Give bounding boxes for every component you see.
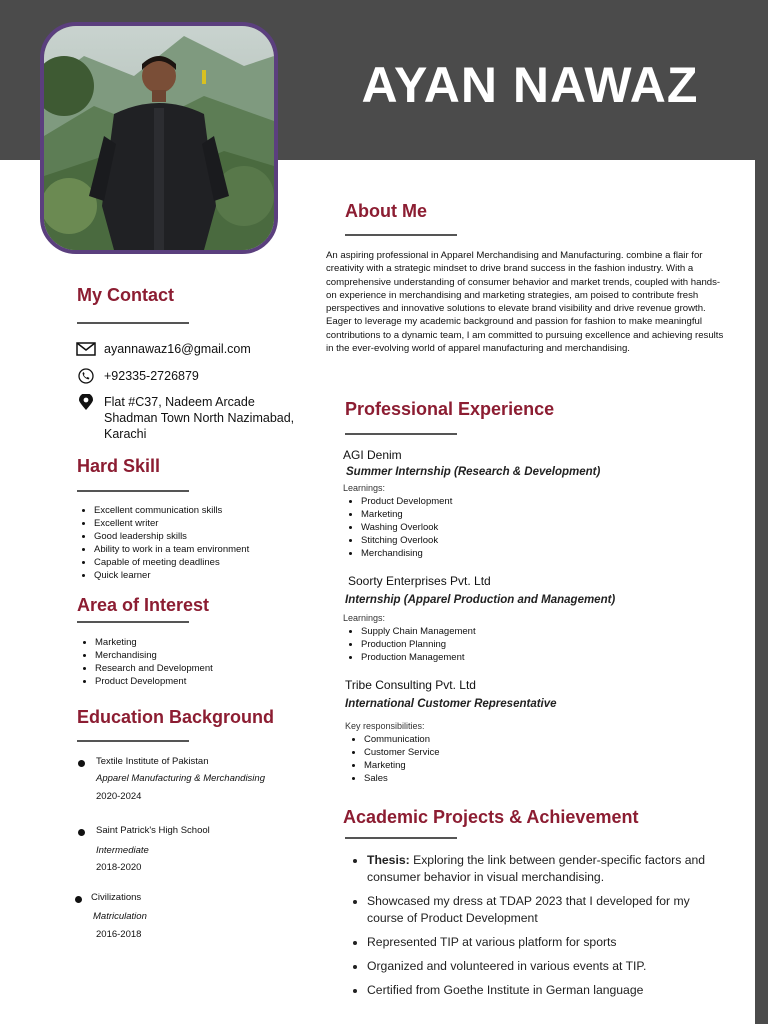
school-name: Civilizations	[91, 892, 142, 903]
address-line-3: Karachi	[104, 427, 147, 441]
mail-icon	[76, 341, 96, 357]
school-name: Textile Institute of Pakistan	[96, 756, 209, 767]
phone-text: +92335-2726879	[104, 369, 199, 383]
job-item-list	[346, 733, 440, 785]
degree-name: Apparel Manufacturing & Merchandising	[96, 773, 265, 784]
interest-divider	[77, 621, 189, 623]
right-accent-strip	[755, 160, 768, 1024]
list-item: • Sales	[364, 772, 440, 785]
bullet-dot	[78, 829, 85, 836]
list-item: • Merchandising	[361, 547, 452, 560]
person-name: AYAN NAWAZ	[361, 57, 699, 113]
education-entry	[78, 825, 298, 875]
education-years: 2016-2018	[96, 929, 142, 940]
list-item: • Excellent writer	[94, 517, 249, 530]
thesis-label: Thesis:	[367, 853, 410, 867]
experience-section-title: Professional Experience	[345, 399, 555, 419]
address-line-2: Shadman Town North Nazimabad,	[104, 411, 295, 425]
job-item-list	[343, 495, 452, 560]
list-item: • Certified from Goethe Institute in German language	[367, 982, 727, 999]
email-text: ayannawaz16@gmail.com	[104, 342, 251, 356]
interest-section-title: Area of Interest	[77, 595, 210, 615]
hard-skill-section-title: Hard Skill	[77, 456, 161, 476]
list-item: • Customer Service	[364, 746, 440, 759]
education-years: 2020-2024	[96, 791, 142, 802]
list-item: • Production Management	[361, 651, 476, 664]
thesis-text: Exploring the link between gender-specific factors and consumer behavior in visual merchandising.	[367, 853, 706, 884]
about-divider	[345, 234, 457, 236]
hard-skill-divider	[77, 490, 189, 492]
phone-icon	[76, 368, 96, 384]
job-subheading: Learnings:	[343, 613, 386, 623]
job-item-list	[343, 625, 476, 664]
job-organization: Soorty Enterprises Pvt. Ltd	[348, 574, 491, 588]
school-name: Saint Patrick's High School	[96, 825, 210, 836]
list-item: • Ability to work in a team environment	[94, 543, 249, 556]
education-entry	[75, 892, 295, 942]
list-item: • Capable of meeting deadlines	[94, 556, 249, 569]
projects-divider	[345, 837, 457, 839]
hard-skill-list	[76, 504, 249, 582]
profile-photo	[40, 22, 278, 254]
location-pin-icon	[76, 394, 96, 410]
job-organization: Tribe Consulting Pvt. Ltd	[345, 678, 476, 692]
list-item	[367, 852, 727, 886]
address-row	[76, 394, 294, 442]
list-item: • Communication	[364, 733, 440, 746]
about-text: An aspiring professional in Apparel Merchandising and Manufacturing. combine a flair for creativity with a strategic mindset to drive brand success in the fashion industry. With a comprehensive understanding of consumer behavior and market trends, coupled with hands-on experience in merchandising and marketing strategies, am poised to contribute fresh perspectives and innovative solutions to elevate brand visibility and drive revenue growth. Eager to leverage my academic background and passion for fashion to make meaningful contributions to a dynamic team, I am committed to pursuing excellence and achieving results in the ever-evolving world of apparel manufacturing and merchandising.	[326, 250, 724, 355]
contact-section-title: My Contact	[77, 285, 175, 305]
list-item: • Marketing	[364, 759, 440, 772]
list-item: • Good leadership skills	[94, 530, 249, 543]
degree-name: Intermediate	[96, 845, 149, 856]
list-item: • Product Development	[361, 495, 452, 508]
job-role: International Customer Representative	[345, 698, 557, 710]
job-subheading: Learnings:	[343, 483, 386, 493]
list-item: • Showcased my dress at TDAP 2023 that I developed for my course of Product Development	[367, 893, 727, 927]
experience-divider	[345, 433, 457, 435]
list-item: • Washing Overlook	[361, 521, 452, 534]
job-subheading: Key responsibilities:	[345, 721, 425, 731]
list-item: • Research and Development	[95, 662, 213, 675]
list-item: • Merchandising	[95, 649, 213, 662]
bullet-dot	[75, 896, 82, 903]
email-row[interactable]	[76, 341, 251, 357]
list-item: • Represented TIP at various platform for sports	[367, 934, 727, 951]
education-divider	[77, 740, 189, 742]
contact-divider	[77, 322, 189, 324]
phone-row[interactable]	[76, 368, 199, 384]
education-section-title: Education Background	[77, 707, 275, 727]
interest-list	[77, 636, 213, 688]
list-item: • Stitching Overlook	[361, 534, 452, 547]
bullet-dot	[78, 760, 85, 767]
list-item: • Marketing	[361, 508, 452, 521]
job-organization: AGI Denim	[343, 448, 402, 462]
list-item: • Organized and volunteered in various events at TIP.	[367, 958, 727, 975]
list-item: • Product Development	[95, 675, 213, 688]
achievements-list	[350, 852, 727, 1006]
job-role: Summer Internship (Research & Development)	[346, 466, 601, 478]
about-section-title: About Me	[345, 201, 427, 221]
list-item: • Production Planning	[361, 638, 476, 651]
projects-section-title: Academic Projects & Achievement	[343, 807, 639, 827]
list-item: • Marketing	[95, 636, 213, 649]
list-item: • Quick learner	[94, 569, 249, 582]
list-item: • Supply Chain Management	[361, 625, 476, 638]
address-line-1: Flat #C37, Nadeem Arcade	[104, 395, 255, 409]
education-entry	[78, 756, 298, 806]
degree-name: Matriculation	[93, 911, 147, 922]
list-item: • Excellent communication skills	[94, 504, 249, 517]
job-role: Internship (Apparel Production and Management)	[345, 594, 616, 606]
education-years: 2018-2020	[96, 862, 142, 873]
